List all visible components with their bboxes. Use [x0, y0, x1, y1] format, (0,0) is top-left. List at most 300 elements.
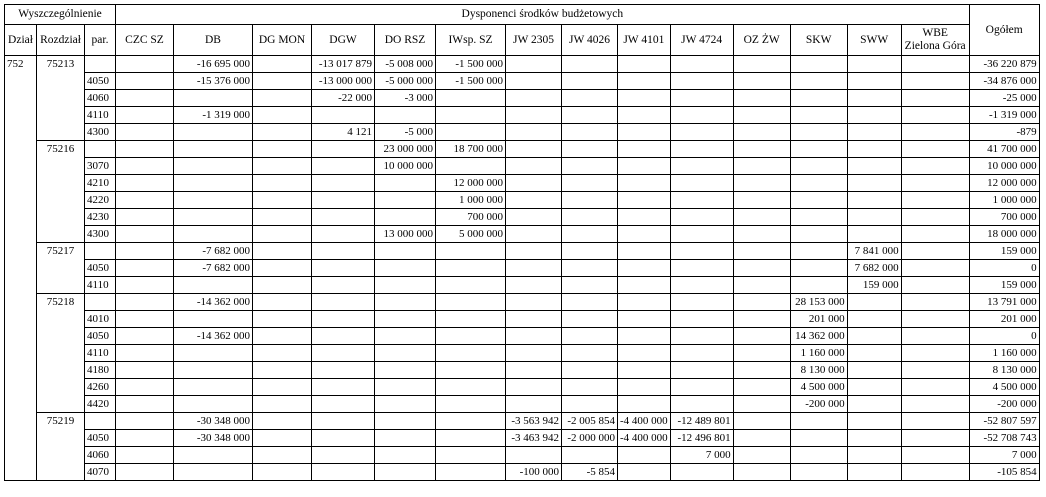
rozdzial-cell: 75219 — [37, 413, 85, 481]
paragraph-cell: 4300 — [85, 226, 116, 243]
value-cell — [253, 90, 312, 107]
total-cell: 10 000 000 — [969, 158, 1039, 175]
value-cell — [174, 90, 253, 107]
value-cell — [375, 430, 436, 447]
value-cell — [436, 107, 506, 124]
value-cell — [253, 277, 312, 294]
value-cell — [116, 243, 174, 260]
value-cell — [174, 175, 253, 192]
value-cell — [618, 192, 671, 209]
value-cell: -3 563 942 — [506, 413, 562, 430]
total-cell: 4 500 000 — [969, 379, 1039, 396]
paragraph-cell: 4180 — [85, 362, 116, 379]
value-cell — [253, 328, 312, 345]
value-cell — [901, 413, 969, 430]
table-row — [5, 328, 1040, 345]
value-cell: 8 130 000 — [790, 362, 847, 379]
value-cell: -5 000 — [375, 124, 436, 141]
value-cell — [733, 56, 790, 73]
value-cell — [253, 362, 312, 379]
value-cell — [436, 430, 506, 447]
header-col-12: SWW — [847, 25, 901, 56]
value-cell — [174, 192, 253, 209]
value-cell — [733, 447, 790, 464]
value-cell — [253, 226, 312, 243]
rozdzial-cell: 75213 — [37, 56, 85, 141]
paragraph-cell — [85, 141, 116, 158]
value-cell — [733, 311, 790, 328]
value-cell — [253, 430, 312, 447]
value-cell — [116, 192, 174, 209]
value-cell — [790, 464, 847, 481]
value-cell — [436, 277, 506, 294]
value-cell — [375, 447, 436, 464]
paragraph-cell: 4060 — [85, 447, 116, 464]
value-cell — [901, 396, 969, 413]
total-cell: 0 — [969, 328, 1039, 345]
value-cell — [562, 209, 618, 226]
value-cell — [174, 379, 253, 396]
value-cell — [436, 260, 506, 277]
value-cell — [116, 294, 174, 311]
value-cell — [670, 464, 733, 481]
value-cell — [670, 141, 733, 158]
total-cell: -52 807 597 — [969, 413, 1039, 430]
value-cell — [312, 464, 375, 481]
value-cell — [375, 379, 436, 396]
paragraph-cell: 4050 — [85, 328, 116, 345]
value-cell — [670, 379, 733, 396]
value-cell — [506, 192, 562, 209]
value-cell — [733, 277, 790, 294]
value-cell: -15 376 000 — [174, 73, 253, 90]
value-cell — [901, 379, 969, 396]
value-cell — [562, 90, 618, 107]
value-cell — [506, 73, 562, 90]
value-cell — [312, 413, 375, 430]
value-cell — [847, 73, 901, 90]
value-cell — [506, 158, 562, 175]
paragraph-cell: 4300 — [85, 124, 116, 141]
value-cell — [312, 141, 375, 158]
value-cell: 7 000 — [670, 447, 733, 464]
value-cell — [375, 294, 436, 311]
value-cell — [733, 158, 790, 175]
paragraph-cell: 4050 — [85, 73, 116, 90]
value-cell — [670, 226, 733, 243]
table-row — [5, 294, 1040, 311]
value-cell — [790, 73, 847, 90]
value-cell — [847, 447, 901, 464]
value-cell — [901, 328, 969, 345]
value-cell — [618, 56, 671, 73]
value-cell: 18 700 000 — [436, 141, 506, 158]
paragraph-cell: 3070 — [85, 158, 116, 175]
value-cell — [116, 175, 174, 192]
value-cell — [618, 345, 671, 362]
value-cell — [253, 141, 312, 158]
table-row — [5, 73, 1040, 90]
paragraph-cell: 4010 — [85, 311, 116, 328]
value-cell — [436, 396, 506, 413]
value-cell — [174, 277, 253, 294]
value-cell — [901, 209, 969, 226]
value-cell — [116, 158, 174, 175]
value-cell — [375, 464, 436, 481]
total-cell: 13 791 000 — [969, 294, 1039, 311]
rozdzial-cell: 75216 — [37, 141, 85, 243]
value-cell — [253, 73, 312, 90]
header-rozdzial: Rozdział — [37, 25, 85, 56]
value-cell — [253, 447, 312, 464]
value-cell: -5 854 — [562, 464, 618, 481]
table-row — [5, 396, 1040, 413]
value-cell — [618, 328, 671, 345]
total-cell: -34 876 000 — [969, 73, 1039, 90]
value-cell — [253, 243, 312, 260]
value-cell: -1 500 000 — [436, 73, 506, 90]
paragraph-cell: 4260 — [85, 379, 116, 396]
value-cell — [790, 447, 847, 464]
value-cell: -100 000 — [506, 464, 562, 481]
value-cell — [618, 243, 671, 260]
value-cell: 23 000 000 — [375, 141, 436, 158]
value-cell — [174, 209, 253, 226]
value-cell: 14 362 000 — [790, 328, 847, 345]
value-cell — [375, 345, 436, 362]
value-cell — [174, 311, 253, 328]
value-cell — [174, 226, 253, 243]
value-cell — [901, 277, 969, 294]
value-cell — [847, 294, 901, 311]
total-cell: 1 160 000 — [969, 345, 1039, 362]
value-cell — [670, 328, 733, 345]
value-cell — [562, 294, 618, 311]
value-cell — [733, 192, 790, 209]
budget-table-body — [5, 56, 1040, 481]
total-cell: 201 000 — [969, 311, 1039, 328]
value-cell — [116, 396, 174, 413]
paragraph-cell: 4070 — [85, 464, 116, 481]
header-par: par. — [85, 25, 116, 56]
value-cell — [506, 328, 562, 345]
table-row — [5, 345, 1040, 362]
value-cell — [618, 158, 671, 175]
value-cell — [733, 73, 790, 90]
table-row — [5, 226, 1040, 243]
value-cell: -5 008 000 — [375, 56, 436, 73]
value-cell — [847, 345, 901, 362]
total-cell: 18 000 000 — [969, 226, 1039, 243]
value-cell — [618, 209, 671, 226]
value-cell — [375, 175, 436, 192]
value-cell — [618, 73, 671, 90]
value-cell — [562, 396, 618, 413]
value-cell — [312, 226, 375, 243]
value-cell — [253, 192, 312, 209]
value-cell — [733, 209, 790, 226]
value-cell — [847, 430, 901, 447]
value-cell — [506, 379, 562, 396]
value-cell — [670, 243, 733, 260]
value-cell — [670, 277, 733, 294]
value-cell — [253, 260, 312, 277]
value-cell: 12 000 000 — [436, 175, 506, 192]
value-cell — [847, 379, 901, 396]
value-cell — [375, 328, 436, 345]
value-cell — [506, 141, 562, 158]
table-row — [5, 260, 1040, 277]
value-cell — [847, 192, 901, 209]
value-cell: -14 362 000 — [174, 328, 253, 345]
value-cell — [562, 56, 618, 73]
value-cell — [733, 260, 790, 277]
value-cell — [670, 209, 733, 226]
value-cell — [436, 447, 506, 464]
value-cell — [790, 158, 847, 175]
value-cell: 7 841 000 — [847, 243, 901, 260]
value-cell — [562, 260, 618, 277]
value-cell — [670, 107, 733, 124]
value-cell — [562, 277, 618, 294]
paragraph-cell: 4050 — [85, 430, 116, 447]
value-cell — [847, 158, 901, 175]
value-cell — [670, 192, 733, 209]
value-cell — [790, 243, 847, 260]
value-cell — [506, 345, 562, 362]
value-cell — [312, 294, 375, 311]
value-cell — [733, 328, 790, 345]
value-cell — [618, 379, 671, 396]
paragraph-cell: 4060 — [85, 90, 116, 107]
value-cell: -1 500 000 — [436, 56, 506, 73]
value-cell — [506, 175, 562, 192]
value-cell — [618, 311, 671, 328]
header-total: Ogółem — [969, 5, 1039, 56]
value-cell — [116, 124, 174, 141]
value-cell — [847, 56, 901, 73]
value-cell — [253, 311, 312, 328]
value-cell — [670, 260, 733, 277]
value-cell — [670, 396, 733, 413]
value-cell — [618, 90, 671, 107]
value-cell — [174, 447, 253, 464]
value-cell — [618, 226, 671, 243]
value-cell — [506, 396, 562, 413]
header-col-2: DG MON — [253, 25, 312, 56]
value-cell — [790, 430, 847, 447]
value-cell — [253, 464, 312, 481]
value-cell — [506, 226, 562, 243]
value-cell — [562, 175, 618, 192]
total-cell: 159 000 — [969, 277, 1039, 294]
value-cell: -4 400 000 — [618, 430, 671, 447]
value-cell — [618, 464, 671, 481]
value-cell: 10 000 000 — [375, 158, 436, 175]
value-cell — [436, 464, 506, 481]
value-cell — [506, 56, 562, 73]
value-cell — [901, 192, 969, 209]
value-cell — [116, 328, 174, 345]
paragraph-cell — [85, 243, 116, 260]
total-cell: 7 000 — [969, 447, 1039, 464]
value-cell — [116, 447, 174, 464]
value-cell — [116, 226, 174, 243]
value-cell — [670, 175, 733, 192]
value-cell — [847, 141, 901, 158]
value-cell — [116, 362, 174, 379]
value-cell — [670, 56, 733, 73]
value-cell — [847, 328, 901, 345]
table-row — [5, 124, 1040, 141]
value-cell — [901, 345, 969, 362]
value-cell — [436, 328, 506, 345]
value-cell — [436, 345, 506, 362]
value-cell — [312, 260, 375, 277]
value-cell — [562, 141, 618, 158]
table-row — [5, 243, 1040, 260]
value-cell — [733, 379, 790, 396]
value-cell — [375, 277, 436, 294]
value-cell — [375, 107, 436, 124]
value-cell — [116, 345, 174, 362]
value-cell: -2 000 000 — [562, 430, 618, 447]
value-cell — [901, 107, 969, 124]
header-col-10: OZ ŻW — [733, 25, 790, 56]
value-cell — [116, 464, 174, 481]
value-cell — [562, 158, 618, 175]
header-col-13: WBE Zielona Góra — [901, 25, 969, 56]
paragraph-cell: 4420 — [85, 396, 116, 413]
value-cell — [670, 73, 733, 90]
table-row — [5, 158, 1040, 175]
value-cell — [618, 396, 671, 413]
value-cell — [670, 158, 733, 175]
header-col-9: JW 4724 — [670, 25, 733, 56]
value-cell: 1 160 000 — [790, 345, 847, 362]
value-cell — [901, 430, 969, 447]
value-cell — [847, 413, 901, 430]
value-cell — [790, 209, 847, 226]
value-cell: -3 463 942 — [506, 430, 562, 447]
value-cell — [253, 175, 312, 192]
value-cell — [116, 260, 174, 277]
value-cell: 1 000 000 — [436, 192, 506, 209]
value-cell — [790, 413, 847, 430]
header-col-6: JW 2305 — [506, 25, 562, 56]
value-cell — [670, 362, 733, 379]
dzial-cell: 752 — [5, 56, 37, 481]
header-dzial: Dział — [5, 25, 37, 56]
value-cell — [174, 158, 253, 175]
value-cell: 4 500 000 — [790, 379, 847, 396]
value-cell — [312, 192, 375, 209]
rozdzial-cell: 75218 — [37, 294, 85, 413]
value-cell — [375, 396, 436, 413]
value-cell — [733, 243, 790, 260]
value-cell — [847, 209, 901, 226]
value-cell — [116, 56, 174, 73]
value-cell — [790, 226, 847, 243]
value-cell — [618, 124, 671, 141]
table-row — [5, 192, 1040, 209]
value-cell — [790, 90, 847, 107]
value-cell: 28 153 000 — [790, 294, 847, 311]
value-cell — [312, 345, 375, 362]
table-row — [5, 464, 1040, 481]
value-cell — [670, 294, 733, 311]
value-cell — [733, 430, 790, 447]
value-cell — [670, 124, 733, 141]
value-cell: -5 000 000 — [375, 73, 436, 90]
value-cell — [790, 175, 847, 192]
header-col-4: DO RSZ — [375, 25, 436, 56]
value-cell — [253, 294, 312, 311]
value-cell — [733, 464, 790, 481]
value-cell — [901, 56, 969, 73]
value-cell — [618, 175, 671, 192]
value-cell — [733, 396, 790, 413]
table-row — [5, 56, 1040, 73]
header-col-7: JW 4026 — [562, 25, 618, 56]
value-cell — [506, 447, 562, 464]
value-cell — [116, 107, 174, 124]
value-cell — [618, 277, 671, 294]
value-cell — [733, 141, 790, 158]
value-cell — [506, 90, 562, 107]
value-cell — [174, 396, 253, 413]
value-cell — [506, 311, 562, 328]
value-cell — [901, 73, 969, 90]
value-cell: -13 017 879 — [312, 56, 375, 73]
value-cell — [790, 56, 847, 73]
value-cell: -12 496 801 — [670, 430, 733, 447]
value-cell — [733, 294, 790, 311]
value-cell — [901, 447, 969, 464]
header-col-8: JW 4101 — [618, 25, 671, 56]
value-cell: 700 000 — [436, 209, 506, 226]
rozdzial-cell: 75217 — [37, 243, 85, 294]
value-cell — [312, 362, 375, 379]
value-cell — [670, 345, 733, 362]
value-cell — [116, 379, 174, 396]
value-cell — [116, 209, 174, 226]
value-cell — [901, 311, 969, 328]
value-cell — [174, 362, 253, 379]
value-cell — [116, 277, 174, 294]
table-row — [5, 141, 1040, 158]
value-cell — [790, 192, 847, 209]
value-cell — [901, 362, 969, 379]
value-cell — [506, 362, 562, 379]
value-cell — [562, 379, 618, 396]
header-col-0: CZC SZ — [116, 25, 174, 56]
value-cell — [847, 175, 901, 192]
value-cell — [375, 260, 436, 277]
value-cell — [901, 294, 969, 311]
value-cell — [901, 158, 969, 175]
value-cell — [174, 464, 253, 481]
value-cell: 4 121 — [312, 124, 375, 141]
paragraph-cell: 4110 — [85, 345, 116, 362]
value-cell — [733, 362, 790, 379]
value-cell — [375, 413, 436, 430]
value-cell: -30 348 000 — [174, 413, 253, 430]
value-cell — [733, 124, 790, 141]
value-cell — [618, 447, 671, 464]
value-cell: -12 489 801 — [670, 413, 733, 430]
value-cell — [847, 311, 901, 328]
